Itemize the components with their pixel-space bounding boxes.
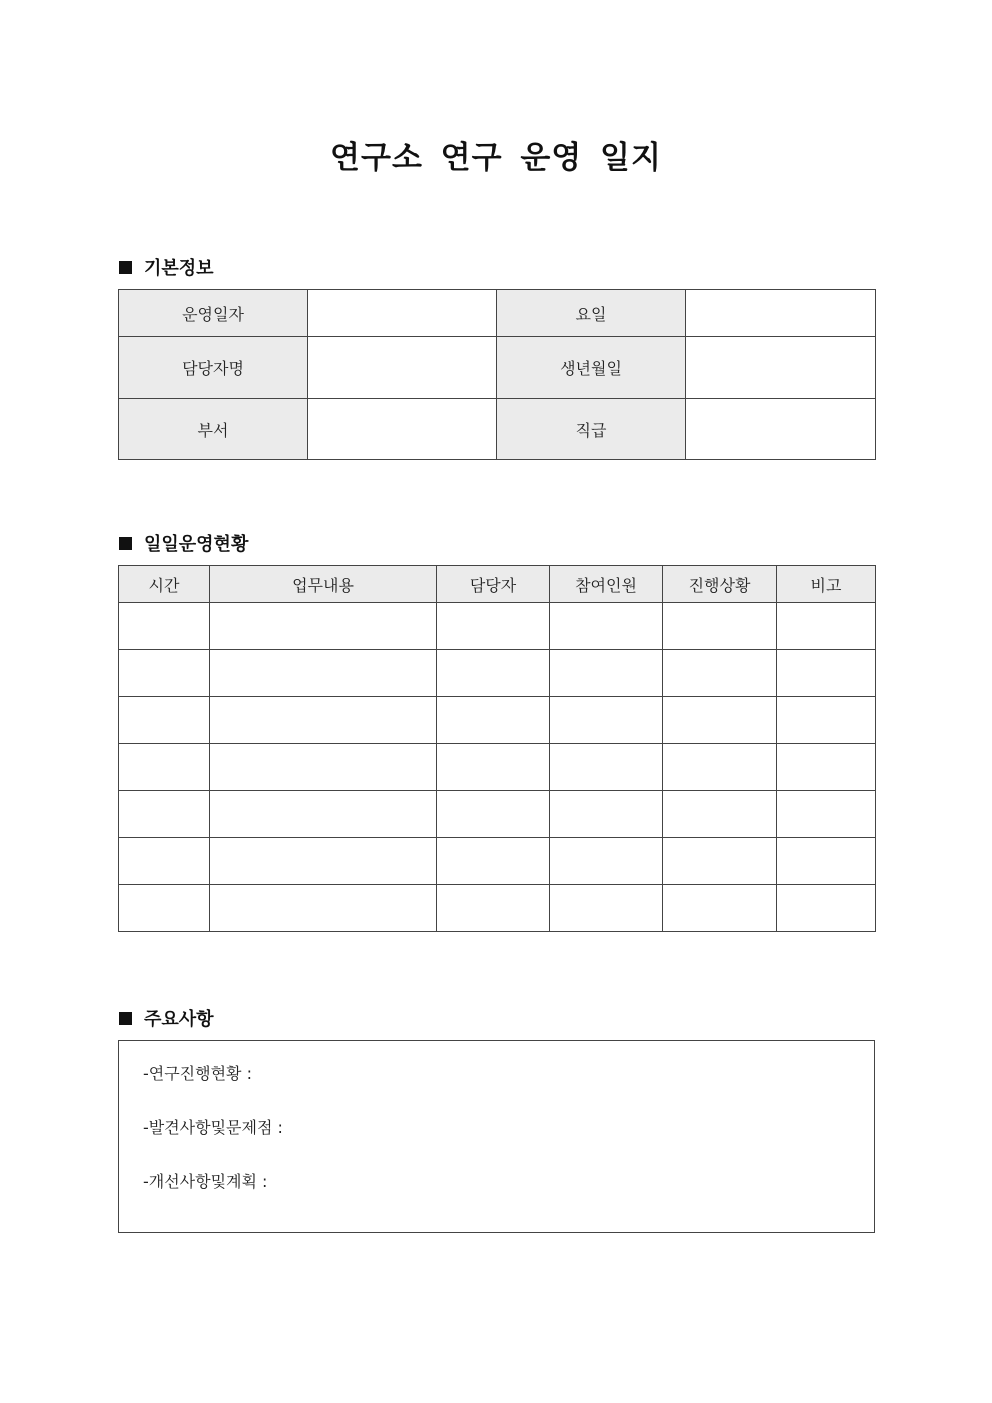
table-cell[interactable] [437,885,550,932]
label-cell: 운영일자 [119,290,308,337]
table-cell[interactable] [777,791,876,838]
table-cell[interactable] [119,744,210,791]
table-cell[interactable] [119,791,210,838]
daily-status-table [118,565,876,932]
improvement-plan-line: -개선사항및계획 : [143,1172,268,1191]
page-title: 연구소 연구 운영 일지 [330,140,662,176]
table-row [119,399,876,460]
square-bullet-icon [119,1012,132,1025]
column-header-progress: 진행상황 [663,566,777,603]
table-row [119,603,876,650]
table-cell[interactable] [437,603,550,650]
column-header-task: 업무내용 [210,566,437,603]
table-row [119,697,876,744]
table-cell[interactable] [663,697,777,744]
table-cell[interactable] [550,744,663,791]
table-cell[interactable] [119,838,210,885]
table-cell[interactable] [663,838,777,885]
table-cell[interactable] [210,791,437,838]
table-cell[interactable] [777,697,876,744]
table-row [119,791,876,838]
key-items-heading-text: 주요사항 [144,1009,214,1030]
key-items-box[interactable] [118,1040,875,1233]
table-cell[interactable] [550,885,663,932]
label-cell: 요일 [497,290,686,337]
square-bullet-icon [119,261,132,274]
table-cell[interactable] [119,603,210,650]
table-cell[interactable] [437,791,550,838]
label-cell: 생년월일 [497,337,686,399]
table-cell[interactable] [210,838,437,885]
table-header-row [119,566,876,603]
table-cell[interactable] [777,650,876,697]
table-cell[interactable] [119,650,210,697]
table-row [119,885,876,932]
table-cell[interactable] [663,650,777,697]
daily-status-heading [119,530,248,556]
value-cell[interactable] [308,399,497,460]
table-cell[interactable] [550,650,663,697]
table-cell[interactable] [663,791,777,838]
table-cell[interactable] [663,603,777,650]
table-cell[interactable] [437,838,550,885]
table-cell[interactable] [210,650,437,697]
table-row [119,744,876,791]
table-row [119,337,876,399]
table-cell[interactable] [777,744,876,791]
table-cell[interactable] [550,838,663,885]
daily-status-heading-text: 일일운영현황 [144,534,249,555]
table-cell[interactable] [777,603,876,650]
label-cell: 부서 [119,399,308,460]
table-cell[interactable] [663,744,777,791]
value-cell[interactable] [308,337,497,399]
table-cell[interactable] [119,885,210,932]
column-header-remarks: 비고 [777,566,876,603]
table-cell[interactable] [550,697,663,744]
label-cell: 담당자명 [119,337,308,399]
table-cell[interactable] [437,650,550,697]
findings-issues-line: -발견사항및문제점 : [143,1118,283,1137]
key-items-heading [119,1005,214,1031]
table-cell[interactable] [210,697,437,744]
research-progress-line: -연구진행현황 : [143,1064,252,1083]
basic-info-heading-text: 기본정보 [144,258,214,279]
table-row [119,838,876,885]
table-cell[interactable] [437,744,550,791]
column-header-time: 시간 [119,566,210,603]
square-bullet-icon [119,537,132,550]
table-cell[interactable] [210,885,437,932]
table-cell[interactable] [437,697,550,744]
table-row [119,290,876,337]
value-cell[interactable] [686,337,876,399]
label-cell: 직급 [497,399,686,460]
table-cell[interactable] [777,838,876,885]
table-cell[interactable] [210,744,437,791]
basic-info-heading [119,254,214,280]
value-cell[interactable] [686,290,876,337]
table-cell[interactable] [777,885,876,932]
table-cell[interactable] [119,697,210,744]
column-header-participants: 참여인원 [550,566,663,603]
basic-info-table [118,289,876,460]
table-cell[interactable] [210,603,437,650]
table-cell[interactable] [550,603,663,650]
table-cell[interactable] [550,791,663,838]
value-cell[interactable] [308,290,497,337]
value-cell[interactable] [686,399,876,460]
table-row [119,650,876,697]
column-header-owner: 담당자 [437,566,550,603]
table-cell[interactable] [663,885,777,932]
